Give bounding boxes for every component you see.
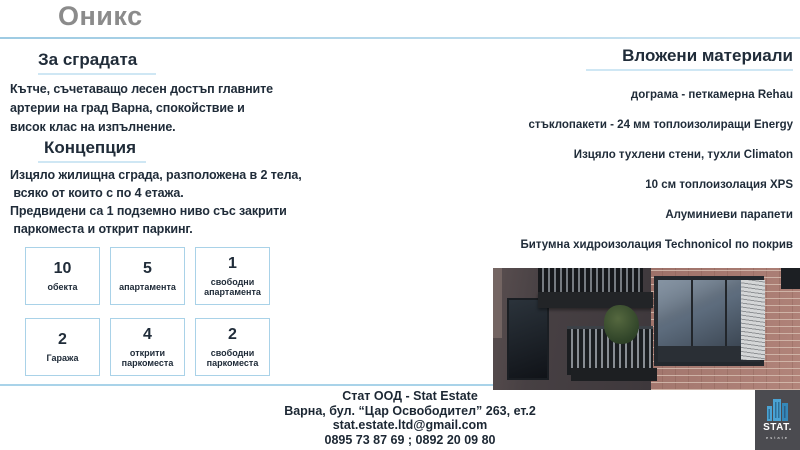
photo-top-balcony-railing xyxy=(538,268,643,294)
stat-label: открити паркоместа xyxy=(121,347,174,368)
top-divider xyxy=(0,37,800,39)
buildings-icon xyxy=(764,397,792,421)
about-text-line: Кътче, съчетаващо лесен достъп главните xyxy=(10,82,273,96)
stat-value: 2 xyxy=(228,325,237,343)
photo-mid-balcony-slab xyxy=(571,368,657,381)
logo-subtitle: estate xyxy=(766,435,789,440)
photo-topright-balcony xyxy=(781,268,800,289)
logo-name: STAT. xyxy=(763,422,792,433)
concept-text-line: всяко от които с по 4 етажа. xyxy=(10,186,184,200)
stats-grid xyxy=(25,247,270,376)
concept-text-line: паркоместа и открит паркинг. xyxy=(10,222,193,236)
stat-label: свободни паркоместа xyxy=(206,347,259,368)
company-email: stat.estate.ltd@gmail.com xyxy=(332,418,488,432)
photo-window-mullion xyxy=(725,280,727,346)
stat-box-apartments xyxy=(110,247,185,305)
stat-box-open-parking xyxy=(110,318,185,376)
stat-box-free-apartments xyxy=(195,247,270,305)
about-text-line: артерии на град Варна, спокойствие и xyxy=(10,101,245,115)
stat-label: обекта xyxy=(47,281,78,292)
stat-box-free-parking xyxy=(195,318,270,376)
about-heading: За сградата xyxy=(38,50,138,69)
photo-top-balcony-slab xyxy=(538,292,653,308)
stat-label: Гаража xyxy=(46,352,79,363)
concept-heading-underline xyxy=(38,161,146,163)
material-item: 10 см топлоизолация XPS xyxy=(645,179,793,191)
bottom-divider xyxy=(0,384,493,386)
building-render-photo xyxy=(493,268,800,390)
about-paragraph xyxy=(10,80,273,137)
photo-curtain-panel xyxy=(741,280,765,360)
stat-estate-logo xyxy=(755,390,800,450)
material-item: Битумна хидроизолация Technonicol по покрив xyxy=(520,239,793,251)
photo-wall-edge xyxy=(493,268,502,338)
stat-value: 2 xyxy=(58,330,67,348)
materials-heading-underline xyxy=(586,69,793,71)
footer-contact xyxy=(250,389,570,447)
company-name: Стат ООД - Stat Estate xyxy=(342,389,478,403)
material-item: стъклопакети - 24 мм топлоизолиращи Energy xyxy=(528,119,793,131)
photo-left-window xyxy=(507,298,549,380)
about-heading-underline xyxy=(38,73,156,75)
concept-paragraph xyxy=(10,166,302,238)
stat-box-garages xyxy=(25,318,100,376)
about-text-line: висок клас на изпълнение. xyxy=(10,120,176,134)
concept-text-line: Предвидени са 1 подземно ниво със закрити xyxy=(10,204,287,218)
concept-heading: Концепция xyxy=(44,138,137,157)
material-item: дограма - петкамерна Rehau xyxy=(630,89,793,101)
stat-box-objects xyxy=(25,247,100,305)
photo-window-mullion xyxy=(691,280,693,346)
materials-heading: Вложени материали xyxy=(622,46,793,65)
materials-section xyxy=(373,46,793,281)
stat-value: 10 xyxy=(53,259,72,277)
stat-label: апартамента xyxy=(119,281,176,292)
company-address: Варна, бул. “Цар Освободител” 263, ет.2 xyxy=(284,403,536,418)
material-item: Алуминиеви парапети xyxy=(665,209,793,221)
concept-text-line: Изцяло жилищна сграда, разположена в 2 тела, xyxy=(10,168,302,182)
stat-label: свободни апартамента xyxy=(204,276,261,297)
material-item: Изцяло тухлени стени, тухли Climaton xyxy=(573,149,793,161)
stat-value: 5 xyxy=(143,259,152,277)
stat-value: 4 xyxy=(143,325,152,343)
company-phones: 0895 73 87 69 ; 0892 20 09 80 xyxy=(324,432,496,447)
photo-shrub xyxy=(604,305,639,344)
stat-value: 1 xyxy=(228,254,237,272)
page-title: Оникс xyxy=(58,1,143,31)
